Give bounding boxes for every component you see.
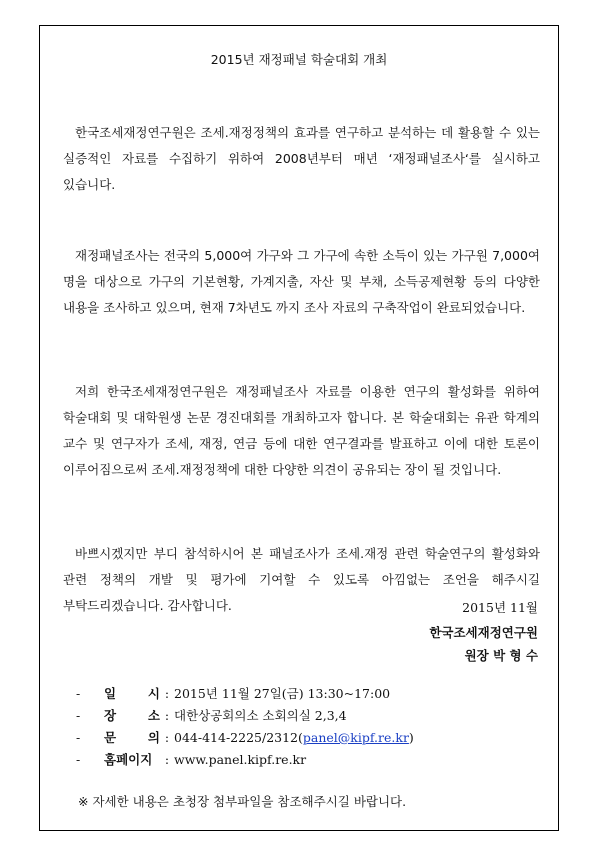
detail-venue bbox=[76, 705, 414, 727]
detail-datetime bbox=[76, 683, 414, 705]
paragraph-survey: 재정패널조사는 전국의 5,000여 가구와 그 가구에 속한 소득이 있는 가구원 7,000여 명을 대상으로 가구의 기본현황, 가계지출, 자산 및 부채, 소득공제현황 등의 다양한 내용을 조사하고 있으며, 현재 7차년도 까지 조사 자료의 구축작업이 완료되었습니다. bbox=[63, 248, 540, 315]
detail-dash: - bbox=[76, 752, 81, 767]
detail-colon: : bbox=[164, 730, 170, 745]
detail-colon: : bbox=[164, 752, 170, 767]
detail-colon: : bbox=[164, 708, 170, 723]
document-title: 2015년 재정패널 학술대회 개최 bbox=[210, 52, 388, 67]
detail-contact-close: ) bbox=[408, 730, 414, 745]
attachment-note: ※ 자세한 내용은 초청장 첨부파일을 참조해주시길 바랍니다. bbox=[78, 794, 407, 809]
paragraph-request: 바쁘시겠지만 부디 참석하시어 본 패널조사가 조세.재정 관련 학술연구의 활성화와 관련 정책의 개발 및 평가에 기여할 수 있도록 아낌없는 조언을 해주시길 부탁드리겠습니다. 감사합니다. bbox=[63, 546, 540, 613]
detail-homepage-value: www.panel.kipf.re.kr bbox=[174, 752, 307, 767]
detail-venue-label: 장 소 bbox=[104, 708, 160, 723]
detail-contact-phone: 044-414-2225/2312( bbox=[174, 730, 303, 745]
detail-contact bbox=[76, 727, 414, 749]
detail-contact-label: 문 의 bbox=[104, 730, 160, 745]
signature-organization: 한국조세재정연구원 bbox=[429, 625, 538, 640]
contact-email-link[interactable]: panel@kipf.re.kr bbox=[302, 730, 409, 745]
detail-datetime-value: 2015년 11월 27일(금) 13:30~17:00 bbox=[174, 686, 391, 701]
detail-homepage bbox=[76, 749, 414, 771]
signature-name: 원장 박 형 수 bbox=[464, 648, 538, 663]
detail-colon: : bbox=[164, 686, 170, 701]
paragraph-conference: 저희 한국조세재정연구원은 재정패널조사 자료를 이용한 연구의 활성화를 위하여 학술대회 및 대학원생 논문 경진대회를 개최하고자 합니다. 본 학술대회는 유관 학계의 교수 및 연구자가 조세, 재정, 연금 등에 대한 연구결과를 발표하고 이에 대한 토론이 이루어짐으로써 조세.재정정책에 대한 다양한 의견이 공유되는 장이 될 것입니다. bbox=[63, 384, 540, 477]
paragraph-intro: 한국조세재정연구원은 조세.재정정책의 효과를 연구하고 분석하는 데 활용할 수 있는 실증적인 자료를 수집하기 위하여 2008년부터 매년 ‘재정패널조사‘를 실시하고 있습니다. bbox=[63, 125, 540, 192]
event-details-list bbox=[76, 683, 414, 771]
detail-homepage-label: 홈페이지 bbox=[104, 752, 153, 767]
document-frame bbox=[39, 25, 559, 831]
signature-date: 2015년 11월 bbox=[462, 600, 538, 615]
detail-datetime-label: 일 시 bbox=[104, 686, 160, 701]
detail-venue-value: 대한상공회의소 소회의실 2,3,4 bbox=[174, 708, 347, 723]
detail-dash: - bbox=[76, 686, 81, 701]
detail-dash: - bbox=[76, 730, 81, 745]
detail-dash: - bbox=[76, 708, 81, 723]
